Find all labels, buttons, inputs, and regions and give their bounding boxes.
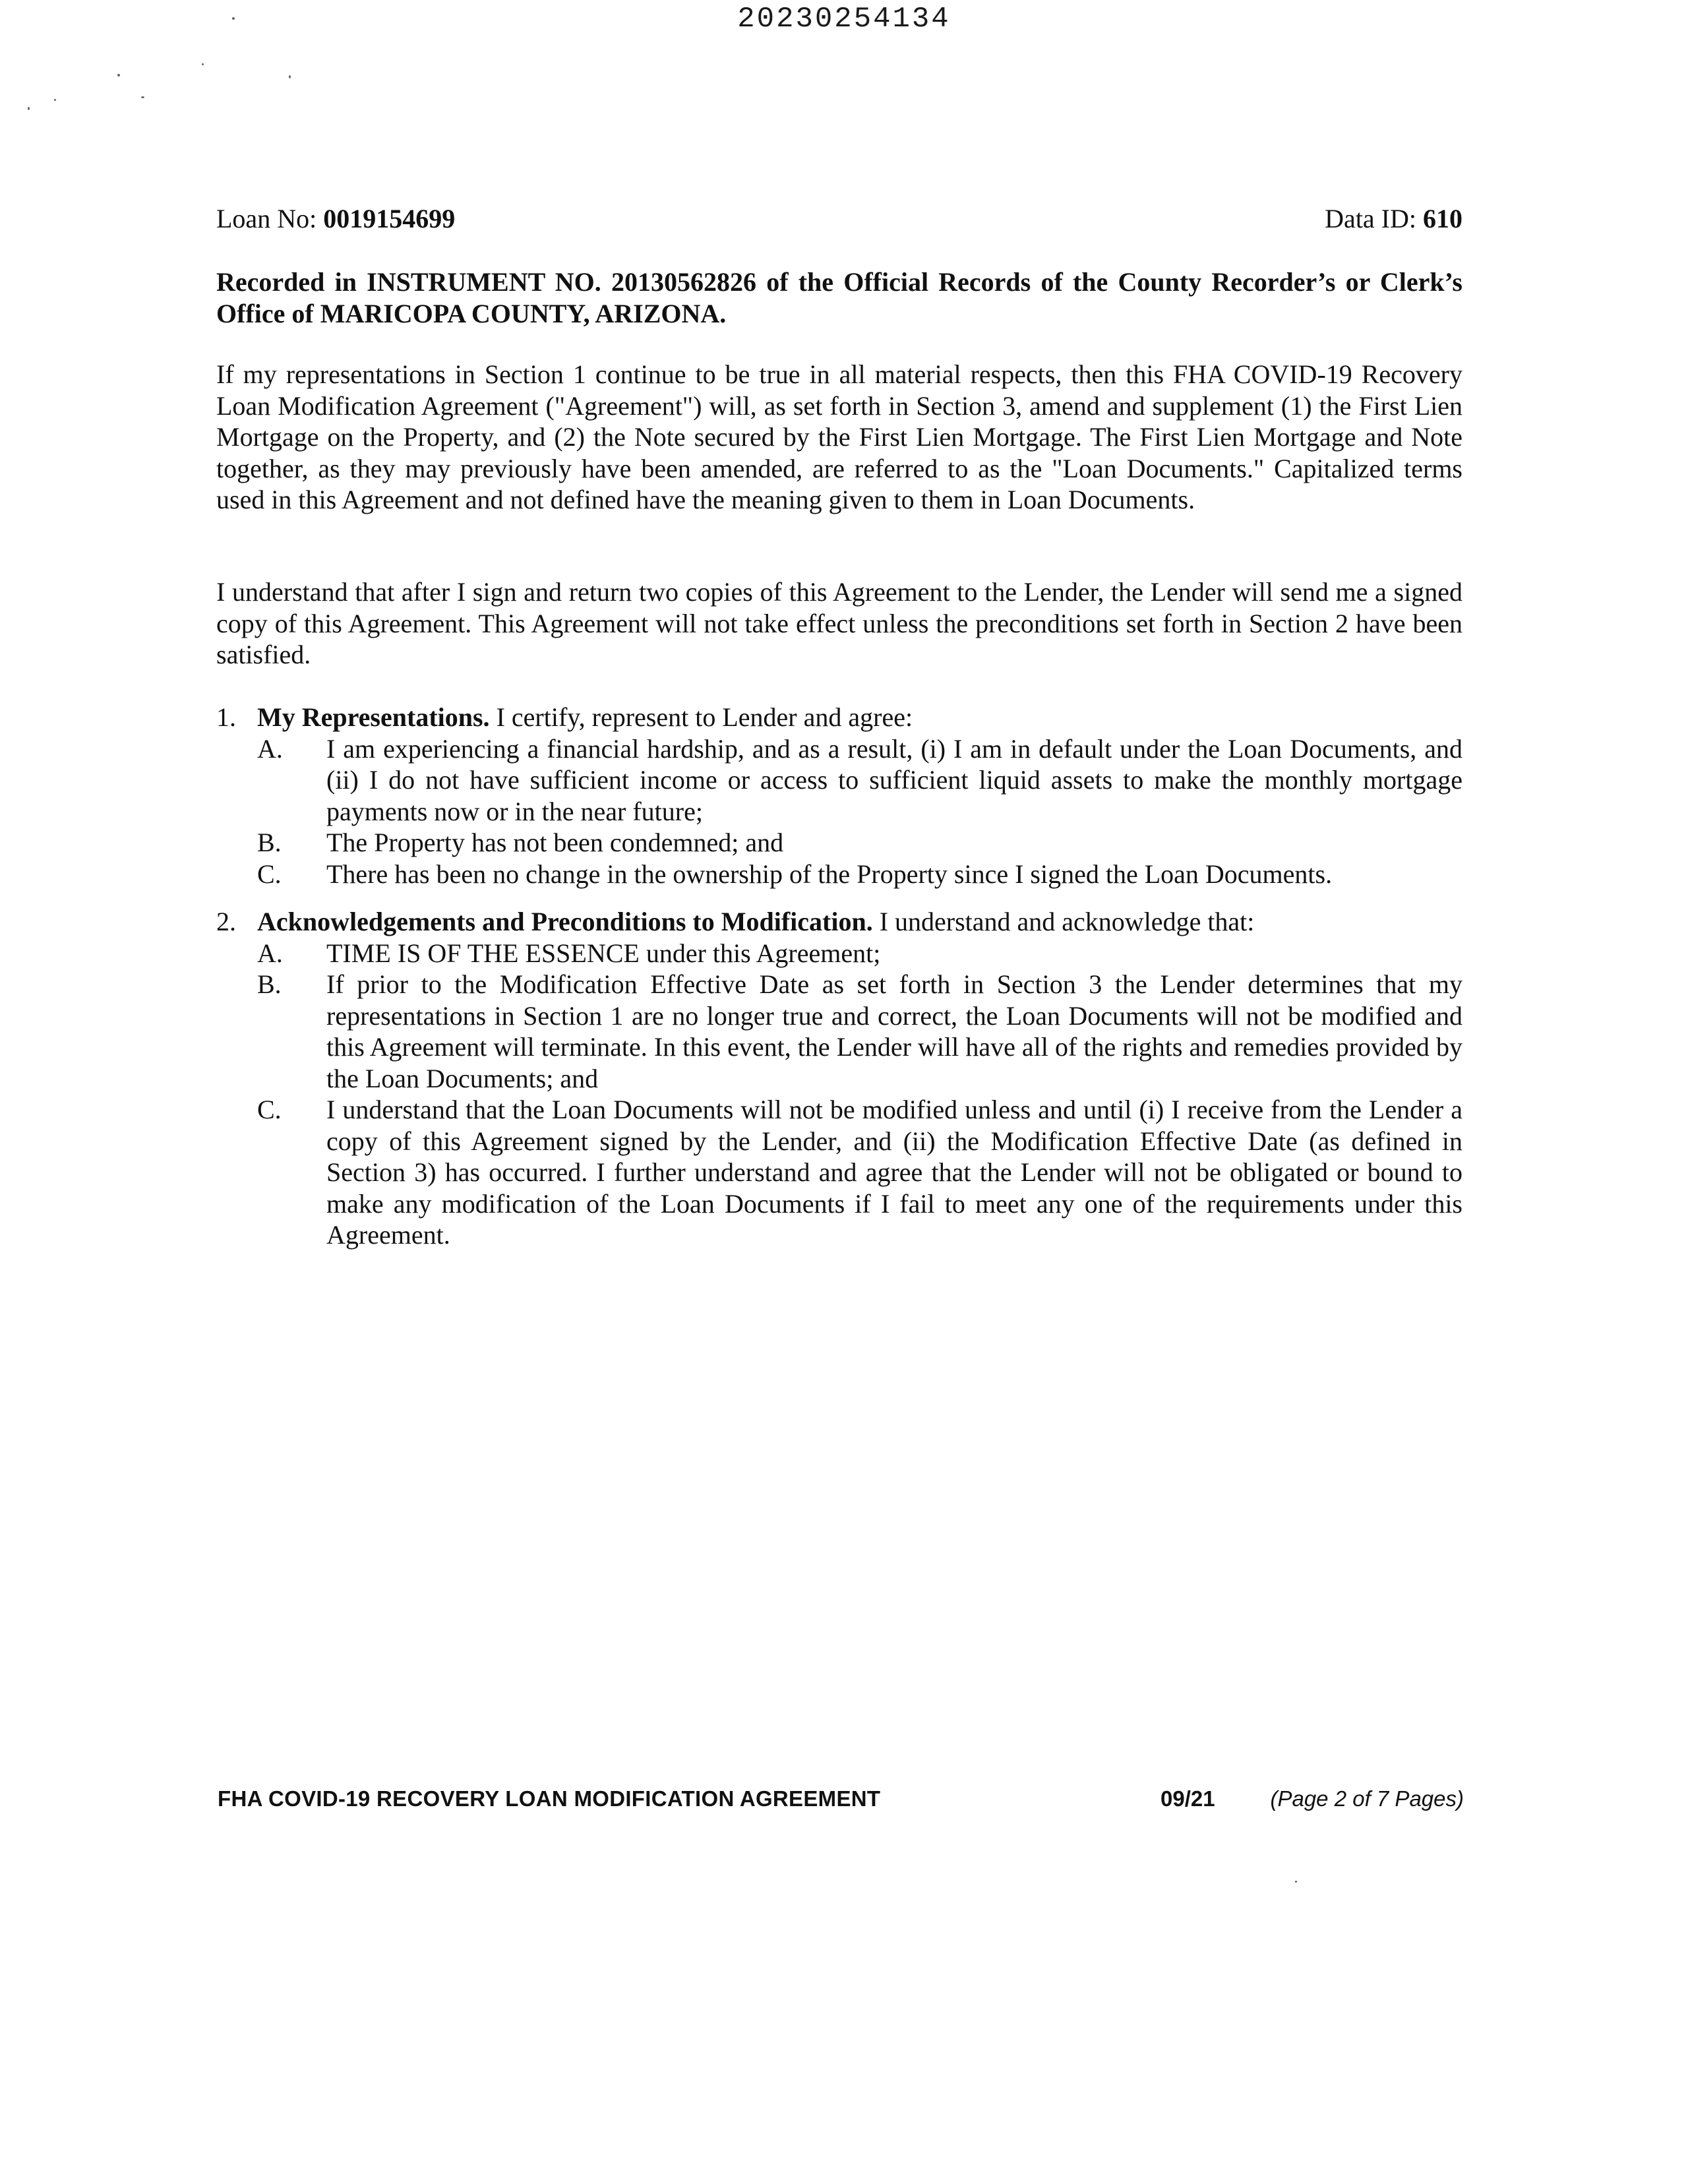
section-number: 2. <box>216 907 236 936</box>
list-item <box>216 827 1462 859</box>
loan-info-line <box>216 203 1462 235</box>
list-item <box>216 1094 1462 1251</box>
item-text: The Property has not been condemned; and <box>326 828 784 857</box>
item-letter: A. <box>257 733 283 764</box>
item-text: TIME IS OF THE ESSENCE under this Agreement; <box>326 938 881 968</box>
item-letter: C. <box>257 1095 282 1124</box>
list-item <box>216 733 1462 828</box>
item-letter: B. <box>257 969 282 999</box>
section-title: Acknowledgements and Preconditions to Modification. <box>257 907 873 936</box>
scan-speck <box>202 63 204 65</box>
intro-paragraph: If my representations in Section 1 continue to be true in all material respects, then this FHA COVID-19 Recovery Loan Modification Agreement ("Agreement") will, as set forth in Section 3, amend and supplement (1) the First Lien Mortgage on the Property, and (2) the Note secured by the First Lien Mortgage. The First Lien Mortgage and Note together, as they may previously have been amended, are referred to as the "Loan Documents." Capitalized terms used in this Agreement and not defined have the meaning given to them in Loan Documents. <box>216 359 1462 514</box>
recording-document-number: 20230254134 <box>737 3 951 36</box>
list-item <box>216 859 1462 890</box>
scan-speck <box>54 99 56 101</box>
data-id-label: Data ID: <box>1325 204 1416 233</box>
section-heading-text <box>257 702 913 733</box>
scan-speck <box>232 17 235 20</box>
scan-speck <box>141 96 144 98</box>
data-id: 610 <box>1423 204 1462 233</box>
item-letter: A. <box>257 938 283 968</box>
item-text: There has been no change in the ownership of the Property since I signed the Loan Documents. <box>326 859 1333 889</box>
loan-number: 0019154699 <box>323 204 456 233</box>
scan-speck <box>1295 1881 1297 1883</box>
footer-title: FHA COVID-19 RECOVERY LOAN MODIFICATION AGREEMENT <box>218 1786 881 1811</box>
section-heading <box>216 702 1462 733</box>
section-intro: I understand and acknowledge that: <box>872 907 1255 936</box>
item-letter: B. <box>257 828 282 857</box>
data-id-group <box>1325 203 1462 235</box>
item-text: If prior to the Modification Effective Date as set forth in Section 3 the Lender determines that my representations in Section 1 are no longer true and correct, the Loan Documents will not be modified and this Agreement will terminate. In this event, the Lender will have all of the rights and remedies provided by the Loan Documents; and <box>326 969 1462 1093</box>
list-item <box>216 969 1462 1094</box>
section-acknowledgements <box>216 906 1462 1251</box>
scan-speck <box>28 107 30 110</box>
item-text: I am experiencing a financial hardship, and as a result, (i) I am in default under the Loan Documents, and (ii) I do not have sufficient income or access to sufficient liquid assets to make the monthly mortgage payments now or in the near future; <box>326 733 1462 826</box>
intro-paragraph: I understand that after I sign and return two copies of this Agreement to the Lender, the Lender will send me a signed copy of this Agreement. This Agreement will not take effect unless the preconditions set forth in Section 2 have been satisfied. <box>216 577 1462 669</box>
item-text: I understand that the Loan Documents will not be modified unless and until (i) I receive from the Lender a copy of this Agreement signed by the Lender, and (ii) the Modification Effective Date (as defined in Section 3) has occurred. I further understand and agree that the Lender will not be obligated or bound to make any modification of the Loan Documents if I fail to meet any one of the requirements under this Agreement. <box>326 1095 1462 1250</box>
section-heading <box>216 906 1462 938</box>
footer-page-number: (Page 2 of 7 Pages) <box>1270 1786 1464 1811</box>
scan-speck <box>117 74 120 76</box>
loan-number-group <box>216 203 455 235</box>
section-heading-text <box>257 906 1254 938</box>
recorded-instrument-text: Recorded in INSTRUMENT NO. 20130562826 of the Official Records of the County Recorder’s or Clerk’s Office of MARICOPA COUNTY, ARIZONA. <box>216 267 1462 328</box>
section-my-representations <box>216 702 1462 890</box>
loan-number-label: Loan No: <box>216 204 317 233</box>
section-intro: I certify, represent to Lender and agree: <box>489 702 913 732</box>
scan-speck <box>289 75 291 78</box>
footer-revision: 09/21 <box>1160 1786 1215 1811</box>
item-letter: C. <box>257 859 282 889</box>
section-title: My Representations. <box>257 702 490 732</box>
list-item <box>216 938 1462 969</box>
section-number: 1. <box>216 702 236 732</box>
